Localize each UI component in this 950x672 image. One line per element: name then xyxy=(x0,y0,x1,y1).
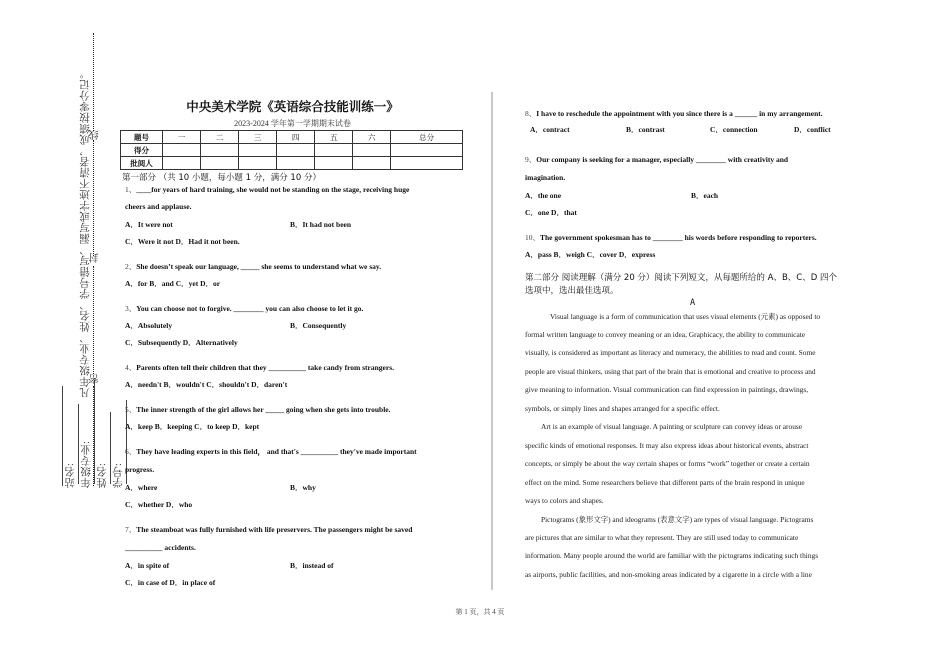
options-3cd[interactable]: C．Subsequently D．Alternatively xyxy=(125,338,238,347)
score-cell[interactable] xyxy=(163,144,201,157)
column-header: 六 xyxy=(353,131,391,144)
student-info-fields xyxy=(62,8,127,488)
options-6cd[interactable]: C．whether D．who xyxy=(125,500,193,509)
name-field[interactable]: 姓名: xyxy=(97,462,108,488)
option-1a[interactable]: A．It were not xyxy=(125,220,173,229)
option-8d[interactable]: D．conflict xyxy=(794,125,831,134)
option-8a[interactable]: A．contract xyxy=(530,125,570,134)
question-number: 1、 xyxy=(125,185,137,194)
page-number: 第 1 页，共 4 页 xyxy=(455,608,505,616)
question-number: 7、 xyxy=(125,525,137,534)
exam-title: 中央美术学院《英语综合技能训练一》 xyxy=(186,99,399,114)
passage-line: give meaning to information. Visual communication can find expression in paintings, drawings, xyxy=(525,385,809,394)
passage-line: as airports, public facilities, and non-smoking areas indicated by a cigarette in a circle with a line xyxy=(525,570,812,579)
passage-line: effect on the mind. Some researchers believe that different parts of the brain respond in unique xyxy=(525,478,805,487)
passage-line: Art is an example of visual language. A painting or sculpture can convey ideas or arouse xyxy=(541,422,803,431)
question-6 xyxy=(125,446,417,457)
grader-cell[interactable] xyxy=(277,157,315,170)
score-table-header-row xyxy=(121,131,463,144)
question-text: Parents often tell their children that they __________ take candy from strangers. xyxy=(136,363,395,372)
options-10[interactable]: A．pass B．weigh C．cover D．express xyxy=(525,250,656,259)
part2-heading-line2: 选项中，选出最佳选项。 xyxy=(525,286,619,296)
option-9a[interactable]: A．the one xyxy=(525,191,562,200)
passage-line: Visual language is a form of communication that uses visual elements (元素) as opposed to xyxy=(550,312,821,321)
option-8b[interactable]: B．contrast xyxy=(626,125,665,134)
passage-line: people are visual thinkers, using that part of the brain that is emotional and creative to process and xyxy=(525,367,816,376)
options-7cd[interactable]: C．in case of D．in place of xyxy=(125,578,216,587)
exam-subtitle: 2023-2024 学年第一学期期末试卷 xyxy=(234,119,351,128)
seal-mark-seal: 封 xyxy=(90,253,101,263)
question-text: I have to reschedule the appointment with you since there is a ______ in my arrangement. xyxy=(536,109,823,118)
options-1cd[interactable]: C．Were it not D．Had it not been. xyxy=(125,237,240,246)
question-7 xyxy=(125,524,412,535)
grade-major-field[interactable]: 年级专业: xyxy=(81,440,92,488)
column-header: 一 xyxy=(163,131,201,144)
passage-line: specific kinds of emotional responses. It may also express ideas about historical events, abstract xyxy=(525,441,809,450)
score-cell[interactable] xyxy=(201,144,239,157)
question-5 xyxy=(125,404,391,415)
option-7a[interactable]: A．in spite of xyxy=(125,561,170,570)
options-5[interactable]: A．keep B．keeping C．to keep D．kept xyxy=(125,422,260,431)
passage-line: ways to colors and shapes. xyxy=(525,496,604,505)
grader-cell[interactable] xyxy=(353,157,391,170)
binding-instruction: 凡年级专业、姓名、学号错写、漏写或字迹不清者，成绩按零分记。 xyxy=(80,68,91,398)
grader-row xyxy=(121,157,463,170)
station-name-field[interactable]: 站名: xyxy=(65,462,76,488)
score-cell[interactable] xyxy=(391,144,463,157)
score-cell[interactable] xyxy=(277,144,315,157)
seal-dotted-line xyxy=(93,386,94,486)
question-text: The inner strength of the girl allows her _____ going when she gets into trouble. xyxy=(136,405,391,414)
options-2[interactable]: A．for B．and C．yet D．or xyxy=(125,279,221,288)
column-header: 总分 xyxy=(391,131,463,144)
column-header: 题号 xyxy=(121,131,163,144)
seal-mark-line: 线 xyxy=(90,130,101,140)
option-6b[interactable]: B．why xyxy=(290,483,316,492)
grader-cell[interactable] xyxy=(163,157,201,170)
passage-label: A xyxy=(689,298,696,308)
question-9 xyxy=(525,154,788,165)
question-text: The steamboat was fully furnished with life preservers. The passengers might be saved xyxy=(136,525,413,534)
score-cell[interactable] xyxy=(239,144,277,157)
question-3 xyxy=(125,303,363,314)
passage-line: Pictograms (象形文字) and ideograms (表意文字) are types of visual language. Pictograms xyxy=(541,515,814,524)
option-7b[interactable]: B．instead of xyxy=(290,561,334,570)
question-text: Our company is seeking for a manager, especially ________ with creativity and xyxy=(536,155,789,164)
question-text: You can choose not to forgive. ________ you can also choose to let it go. xyxy=(136,304,364,313)
part1-heading: 第一部分 （共 10 小题，每小题 1 分，满分 10 分） xyxy=(122,173,321,183)
row-label: 批阅人 xyxy=(121,157,163,170)
part2-heading-line1: 第二部分 阅读理解（满分 20 分）阅读下列短文，从每题所给的 A、B、C、D 四个 xyxy=(525,273,837,283)
options-9cd[interactable]: C．one D．that xyxy=(525,208,577,217)
question-number: 10、 xyxy=(525,233,540,242)
seal-mark-secret: 密 xyxy=(90,374,101,384)
grader-cell[interactable] xyxy=(201,157,239,170)
column-header: 四 xyxy=(277,131,315,144)
passage-line: information. Many people around the world are familiar with the pictograms indicating such things xyxy=(525,551,819,560)
passage-line: concepts, or simply be about the way certain shapes or forms “work” together or create a certain xyxy=(525,459,810,468)
options-4[interactable]: A．needn't B．wouldn't C．shouldn't D．daren't xyxy=(125,380,288,389)
column-header: 二 xyxy=(201,131,239,144)
column-header: 五 xyxy=(315,131,353,144)
question-number: 6、 xyxy=(125,447,137,456)
passage-line: are pictures that are similar to what they represent. They are still used today to communicate xyxy=(525,533,799,542)
option-9b[interactable]: B．each xyxy=(691,191,719,200)
option-1b[interactable]: B．It had not been xyxy=(290,220,352,229)
option-6a[interactable]: A．where xyxy=(125,483,158,492)
option-8c[interactable]: C．connection xyxy=(710,125,758,134)
passage-line: visually, is considered as important as literacy and numeracy, the abilities to read and count. Some xyxy=(525,348,816,357)
question-6-cont: progress. xyxy=(125,465,155,474)
question-number: 9、 xyxy=(525,155,537,164)
grader-cell[interactable] xyxy=(315,157,353,170)
question-number: 4、 xyxy=(125,363,137,372)
binding-margin xyxy=(0,0,124,672)
passage-line: formal written language to convey meaning or an idea, Graphicacy, the ability to communicate xyxy=(525,330,806,339)
question-number: 8、 xyxy=(525,109,537,118)
seal-dotted-line xyxy=(93,33,94,131)
question-number: 2、 xyxy=(125,262,137,271)
question-4 xyxy=(125,362,394,373)
question-10 xyxy=(525,232,817,243)
score-cell[interactable] xyxy=(315,144,353,157)
question-2 xyxy=(125,261,381,272)
score-table xyxy=(120,130,463,170)
student-id-field[interactable]: 学号: xyxy=(113,462,124,488)
question-text: She doesn’t speak our language, _____ she seems to understand what we say. xyxy=(136,262,382,271)
question-7-cont: __________ accidents. xyxy=(125,543,196,552)
question-text: ____for years of hard training, she would not be standing on the stage, receiving huge xyxy=(136,185,410,194)
question-text: They have leading experts in this field， and that's __________ they've made important xyxy=(136,447,417,456)
question-number: 5、 xyxy=(125,405,137,414)
question-1 xyxy=(125,184,409,195)
passage-line: symbols, or simply lines and shapes arranged for a specific effect. xyxy=(525,404,720,413)
seal-dotted-line xyxy=(93,140,94,256)
question-8 xyxy=(525,108,823,119)
seal-dotted-line xyxy=(93,266,94,374)
option-3a[interactable]: A．Absolutely xyxy=(125,321,173,330)
grader-cell[interactable] xyxy=(391,157,463,170)
score-cell[interactable] xyxy=(353,144,391,157)
question-text: The government spokesman has to ________ his words before responding to reporters. xyxy=(540,233,817,242)
question-number: 3、 xyxy=(125,304,137,313)
row-label: 得分 xyxy=(121,144,163,157)
part2-heading xyxy=(525,272,865,298)
grader-cell[interactable] xyxy=(239,157,277,170)
question-1-cont: cheers and applause. xyxy=(125,202,192,211)
question-9-cont: imagination. xyxy=(525,173,566,182)
column-divider xyxy=(491,92,493,590)
option-3b[interactable]: B．Consequently xyxy=(290,321,347,330)
column-header: 三 xyxy=(239,131,277,144)
score-row xyxy=(121,144,463,157)
